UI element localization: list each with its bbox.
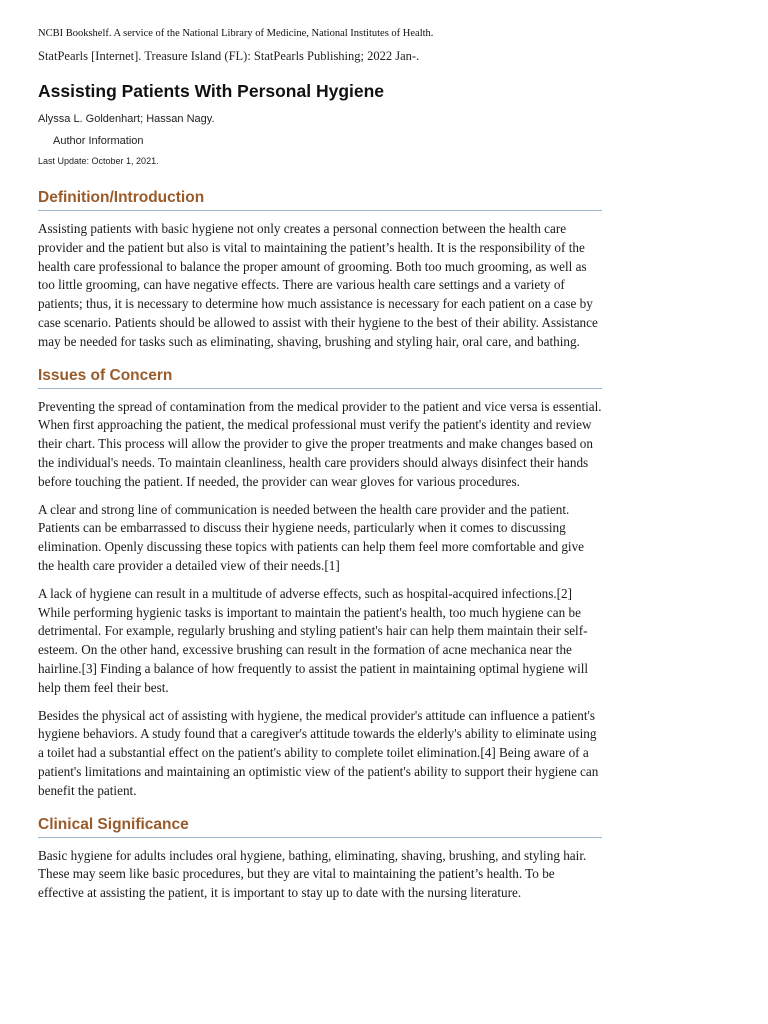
paragraph: Assisting patients with basic hygiene not only creates a personal connection between the health care provider and the patient but also is vital to maintaining the patient’s health. It is the responsibility of the health care professional to balance the proper amount of grooming. Both too much grooming, as well as too little grooming, can have negative effects. There are various health care settings and a variety of patients; thus, it is necessary to determine how much assistance is necessary for each patient on a case by case scenario. Patients should be allowed to assist with their hygiene to the best of their ability. Assistance may be needed for tasks such as eliminating, shaving, brushing and styling hair, oral care, and bathing. bbox=[38, 221, 598, 349]
section-heading-issues-of-concern: Issues of Concern bbox=[38, 366, 602, 389]
bookshelf-line: NCBI Bookshelf. A service of the National Library of Medicine, National Institutes of Health. bbox=[38, 28, 434, 39]
section-heading-definition: Definition/Introduction bbox=[38, 188, 602, 211]
paragraph: A clear and strong line of communication is needed between the health care provider and the patient. Patients can be embarrassed to discuss their hygiene needs, particularly when it comes to discussing elimination. Openly discussing these topics with patients can help them feel more comfortable and give the health care provider a detailed view of their needs.[1] bbox=[38, 501, 585, 573]
document-page bbox=[38, 0, 602, 903]
paragraph: Basic hygiene for adults includes oral hygiene, bathing, eliminating, shaving, brushing, and styling hair. These may seem like basic procedures, but they are vital to maintaining the patient’s health. To be effective at assisting the patient, it is important to stay up to date with the nursing literature. bbox=[38, 847, 587, 901]
paragraph: Besides the physical act of assisting with hygiene, the medical provider's attitude can influence a patient's hygiene behaviors. A study found that a caregiver's attitude towards the elderly's ability to eliminate using a toilet had a substantial effect on the patient's ability to complete toilet elimination.[4] Being aware of a patient's limitations and maintaining an optimistic view of the patient's ability to support their hygiene can benefit the patient. bbox=[38, 707, 599, 798]
publication-line: StatPearls [Internet]. Treasure Island (FL): StatPearls Publishing; 2022 Jan-. bbox=[38, 49, 420, 63]
page-title: Assisting Patients With Personal Hygiene bbox=[38, 81, 385, 101]
last-update: Last Update: October 1, 2021. bbox=[38, 156, 159, 166]
authors: Alyssa L. Goldenhart; Hassan Nagy. bbox=[38, 113, 215, 125]
section-heading-clinical-significance: Clinical Significance bbox=[38, 815, 602, 838]
author-information-toggle[interactable]: Author Information bbox=[53, 135, 144, 147]
paragraph: Preventing the spread of contamination from the medical provider to the patient and vice versa is essential. When first approaching the patient, the medical professional must verify the patient's identity and review their chart. This process will allow the provider to give the proper treatments and make changes based on the individual's needs. To maintain cleanliness, health care providers should always disinfect their hands before touching the patient. If needed, the provider can wear gloves for various procedures. bbox=[38, 398, 602, 489]
paragraph: A lack of hygiene can result in a multitude of adverse effects, such as hospital-acquired infections.[2] While performing hygienic tasks is important to maintain the patient's health, too much hygiene can be detrimental. For example, regularly brushing and styling patient's hair can help them maintain their self-esteem. On the other hand, excessive brushing can result in the formation of acne mechanica near the hairline.[3] Finding a balance of how frequently to assist the patient in maintaining optimal hygiene will help them feel their best. bbox=[38, 585, 589, 695]
